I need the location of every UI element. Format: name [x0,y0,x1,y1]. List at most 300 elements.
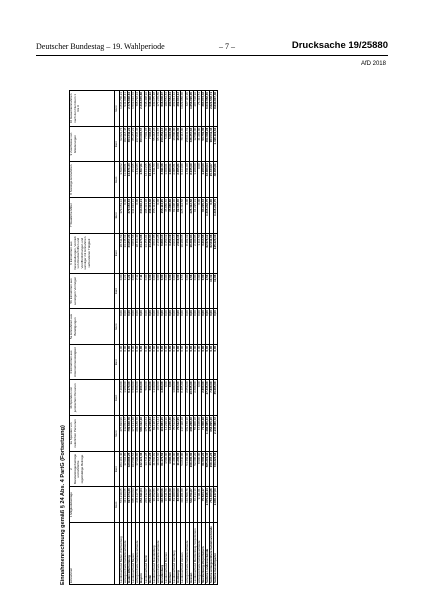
table-cell: 96.152,86 [152,487,156,523]
table-cell: 6.684,13 [160,233,164,273]
table-cell: 0,00 [160,309,164,345]
table-cell: 8.102,19 [185,233,189,273]
table-cell: 3.150,19 [165,233,169,273]
table-cell: 2.050,00 [185,380,189,416]
table-cell: 61.179,59 [160,451,164,487]
row-label: Summe untergeordnete Gebietsverbände [210,523,214,585]
row-label: Bremen [169,523,173,585]
unit-cell: Euro [115,126,120,162]
table-cell: 0,00 [177,309,181,345]
table-cell: 616.946,07 [160,91,164,127]
column-header: 10 Gesamteinnahmen nach den Nummern 1 bis 9 [70,91,115,127]
table-cell: 2.830.147,00 [214,487,218,523]
table-cell: 0,00 [197,344,201,380]
table-cell: 3.811,56 [152,162,156,198]
table-cell: 0,00 [128,309,132,345]
column-header: 6 Einnahmen aus Veranstaltungen, Vertrieb von Druckschriften und Veröffentlichungen und sonstiger mit Einnahmen verbundener Tätigkeit [70,233,115,273]
table-body [120,91,218,585]
table-cell: 41.201,00 [197,126,201,162]
table-cell: 1.836.700,23 [120,91,124,127]
table-cell: 0,00 [177,273,181,309]
row-label: Landesverband Mecklenburg-Vorpommern [193,523,197,585]
table-cell: 0,00 [156,309,160,345]
row-label: untergeordnete Gebietsverbände [136,523,140,585]
table-cell: 13.145,64 [124,233,128,273]
unit-cell: Euro [115,91,120,127]
page-header [36,40,388,54]
table-cell: 917.374,30 [128,487,132,523]
table-cell: 83.300,90 [173,487,177,523]
table-cell: 203.432,97 [148,487,152,523]
table-cell: 82.138,71 [152,416,156,452]
table-cell: 11.200,00 [173,451,177,487]
table-cell: 225.412,58 [189,198,193,234]
table-cell: 82.108,30 [177,198,181,234]
table-cell: 10.380,65 [181,233,185,273]
table-cell: 538.408,92 [148,91,152,127]
document-number-value: 25880 [361,40,388,51]
table-cell: 132.500,79 [185,487,189,523]
table-cell: 2,56 [205,273,209,309]
table-cell: 247.117,71 [136,487,140,523]
column-header: 4 Einnahmen aus Unternehmenstätigkeit [70,344,115,380]
table-cell: 334.916,21 [140,198,144,234]
table-cell: 1.114,50 [197,233,201,273]
table-cell: 0,00 [144,273,148,309]
unit-cell: Euro [115,309,120,345]
table-cell: 439.675,18 [152,91,156,127]
table-cell: 2.811,00 [185,162,189,198]
table-cell: 0,00 [185,309,189,345]
column-header: 7 Staatliche Mittel [70,198,115,234]
table-cell: 13.456,04 [144,233,148,273]
table-cell: 41.560,99 [152,451,156,487]
table-cell: 0,00 [136,344,140,380]
unit-cell: Euro [115,233,120,273]
page-number: – 7 – [219,42,235,51]
table-cell: 379.153,34 [128,198,132,234]
table-cell: 1.488.085,43 [205,416,209,452]
table-cell: 155.114,95 [152,198,156,234]
row-label: Brandenburg [160,523,164,585]
table-cell: 0,00 [165,344,169,380]
table-cell: 1.519.916,72 [132,91,136,127]
table-cell: 169.150,38 [185,416,189,452]
table-cell: 0,00 [136,198,140,234]
table-cell: 500,00 [144,380,148,416]
row-label: Landesverband Bayern [132,523,136,585]
column-header: 3a Spenden von natürlichen Personen [70,416,115,452]
table-cell: 964.531,34 [210,126,214,162]
table-cell: 0,00 [156,344,160,380]
table-cell: 94.225,33 [193,198,197,234]
table-cell: 2.600,00 [201,380,205,416]
table-cell: 8.900,00 [197,451,201,487]
table-cell: 6.019.058,65 [205,91,209,127]
table-cell: 44.174,98 [140,233,144,273]
row-label: Landesverband Baden-Württemberg [120,523,124,585]
table-cell: 175.226,63 [148,416,152,452]
table-cell: 500,00 [148,380,152,416]
table-cell: 2,56 [189,273,193,309]
table-cell: 16.800,00 [177,126,181,162]
table-cell: 13.456,04 [148,233,152,273]
unit-cell: Euro [115,416,120,452]
table-cell: 2.005,81 [177,162,181,198]
row-label: Summe Landesverbände [205,523,209,585]
column-header: Einnahmen [70,523,115,585]
table-cell: 76.434,51 [197,91,201,127]
table-cell: 7,11 [140,273,144,309]
table-cell: 302.318,48 [124,126,128,162]
table-cell: 35.880,66 [169,198,173,234]
table-cell: 0,00 [193,309,197,345]
table-cell: 1.160,00 [152,380,156,416]
table-cell: 11.080,81 [124,162,128,198]
column-header: 5a Einnahmen aus Beteiligungen [70,309,115,345]
table-cell: 7.503,07 [144,126,148,162]
header-rule [36,55,388,56]
table-cell: 2.916,16 [177,233,181,273]
table-cell: 0,00 [173,309,177,345]
table-cell: 0,00 [193,273,197,309]
table-cell: 1.200,00 [201,162,205,198]
table-cell: 658.995,29 [210,416,214,452]
table-cell: 158.104,25 [210,451,214,487]
table-cell: 53.840,00 [181,451,185,487]
table-cell: 2.621.548,71 [210,91,214,127]
table-cell: 36.641,59 [169,487,173,523]
table-cell: 723.323,68 [214,451,218,487]
table-cell: 2.005,81 [173,162,177,198]
table-cell: 13.744,28 [144,451,148,487]
table-cell: 10.535,00 [189,380,193,416]
table-cell: 66.413,16 [193,487,197,523]
table-cell: 62.578,12 [205,233,209,273]
table-cell: 18.482,84 [189,233,193,273]
table-cell: 0,00 [148,273,152,309]
header-left: Deutscher Bundestag – 19. Wahlperiode [36,42,165,51]
table-cell: 13.744,28 [148,451,152,487]
table-cell: 16.800,00 [173,126,177,162]
table-cell: 11.200,00 [177,451,181,487]
table-cell: 0,00 [193,344,197,380]
table-cell: 336.357,63 [189,126,193,162]
table-cell: 6.061,58 [132,233,136,273]
table-cell: 94.225,33 [201,198,205,234]
table-cell: 267.836,36 [136,126,140,162]
unit-cell: Euro [115,198,120,234]
document-number-prefix: Drucksache 19/ [291,40,362,51]
table-cell: 48.395,61 [214,162,218,198]
table-cell: 3.400,00 [136,380,140,416]
table-cell: 55.218,26 [152,126,156,162]
table-cell: 52.600,20 [193,451,197,487]
table-cell: 82.108,30 [173,198,177,234]
column-header: 9 Zuschüsse von Gliederungen [70,126,115,162]
table-cell: 2.778.608,64 [128,91,132,127]
row-label: Summe Gesamtpartei [214,523,218,585]
table-cell: 0,00 [124,309,128,345]
table-cell: 119.883,15 [160,416,164,452]
table-cell: 70.512,95 [177,416,181,452]
table-cell: 0,00 [144,344,148,380]
table-cell: 125.220,10 [214,233,218,273]
table-cell: 20.511,59 [120,233,124,273]
table-cell: 0,00 [214,309,218,345]
table-cell: 0,00 [160,273,164,309]
table-cell: 7,11 [136,273,140,309]
table-cell: 0,00 [132,309,136,345]
table-cell: 12.500,00 [193,126,197,162]
row-label: Berlin [148,523,152,585]
table-cell: 7.190,00 [120,380,124,416]
table-cell: 1.316.119,62 [214,126,218,162]
row-label: Landesverband Bremen [165,523,169,585]
table-cell: 155.114,95 [160,198,164,234]
table-cell: 0,00 [169,344,173,380]
table-cell: 8.485,00 [181,380,185,416]
table-cell: 0,00 [120,273,124,309]
table-cell: 605.493,93 [132,487,136,523]
table-cell: 1.060,01 [165,162,169,198]
table-cell: 0,00 [205,309,209,345]
unit-cell: Euro [115,380,120,416]
table-cell: 108.431,38 [148,198,152,234]
column-header: 5b Einnahmen aus sonstigem Vermögen [70,273,115,309]
table-cell: 175.226,63 [144,416,148,452]
table-cell: 0,00 [197,380,201,416]
table-cell: 232.811,77 [124,416,128,452]
table-cell: 0,00 [189,344,193,380]
row-label: Landesverband Hessen [181,523,185,585]
table-cell: 150.352,13 [160,126,164,162]
table-cell: 0,00 [197,198,201,234]
unit-cell: Euro [115,451,120,487]
table-cell: 7.503,07 [148,126,152,162]
table-cell: 0,00 [181,309,185,345]
row-label: Landesverband Brandenburg [152,523,156,585]
column-header: 2 Mandatsträgerbeiträge und ähnliche regelmäßige Beiträge [70,451,115,487]
table-cell: 203.432,97 [144,487,148,523]
table-cell: 154,95 [132,162,136,198]
table-cell: 0,00 [197,309,201,345]
table-cell: 0,00 [120,309,124,345]
table-cell: 0,00 [124,344,128,380]
table-cell: 0,00 [169,309,173,345]
table-cell: 0,00 [148,344,152,380]
table-cell: 72.008,18 [201,416,205,452]
table-cell: 0,00 [201,344,205,380]
row-label: Baden-Württemberg [128,523,132,585]
table-cell: 0,00 [124,198,128,234]
table-cell: 70.512,95 [173,416,177,452]
table-cell: 3.590,52 [120,162,124,198]
table-cell: 343.163,65 [124,487,128,523]
table-cell: 237.118,10 [181,416,185,452]
table-cell: 61.500,20 [201,451,205,487]
table-cell: 0,00 [205,344,209,380]
table-cell: 0,00 [177,344,181,380]
table-cell: 104.500,56 [132,451,136,487]
table-cell: 3,21 [124,273,128,309]
table-cell: 542.701,87 [189,487,193,523]
table-cell: 1.980,00 [124,380,128,416]
table-cell: 0,00 [156,273,160,309]
table-cell: 37.504,85 [124,451,128,487]
table-cell: 5.010,00 [169,126,173,162]
table-cell: 0,00 [210,198,214,234]
table-cell: 0,00 [185,273,189,309]
table-cell: 0,00 [210,344,214,380]
table-cell: 0,00 [152,309,156,345]
table-caption: Einnahmenrechnung gemäß § 24 Abs. 4 PartG (Fortsetzung) [60,425,66,585]
table-cell: 941.908,41 [124,91,128,127]
table-cell: 0,00 [185,198,189,234]
unit-cell: Euro [115,487,120,523]
table-cell: 1.656.996,05 [189,91,193,127]
table-cell: 0,00 [165,273,169,309]
table-cell: 852.611,64 [140,487,144,523]
table-cell: 379.153,34 [120,198,124,234]
table-cell: 10,32 [210,273,214,309]
table-cell: 1.029.880,06 [181,91,185,127]
table-cell: 0,00 [152,344,156,380]
row-label: untergeordnete Gebietsverbände [185,523,189,585]
table-cell: 95.133,87 [156,126,160,162]
table-cell: 0,00 [128,344,132,380]
table-cell: 3.150,19 [169,233,173,273]
table-cell: 6.500,00 [132,380,136,416]
table-cell: 709.638,76 [128,416,132,452]
table-cell: 0,00 [201,273,205,309]
table-cell: 177.270,89 [156,91,160,127]
table-cell: 14.671,33 [128,162,132,198]
table-cell: 0,00 [181,344,185,380]
table-cell: 377.131,48 [132,416,136,452]
table-cell: 258.041,63 [185,126,189,162]
table-cell: 0,00 [132,344,136,380]
table-cell: 0,00 [214,344,218,380]
table-cell: 35.880,66 [165,198,169,234]
table-cell: 0,00 [165,380,169,416]
table-cell: 351.588,28 [205,126,209,162]
table-cell: 142.121,36 [140,451,144,487]
table-cell: 14.230,39 [165,416,169,452]
table-cell: 269.844,12 [173,91,177,127]
table-cell: 27.435,00 [205,380,209,416]
table-cell: 16.108,00 [197,416,201,452]
table-cell: 0,00 [156,198,160,234]
table-cell: 0,00 [152,273,156,309]
table-cell: 108.431,38 [144,198,148,234]
table-cell: 574.210,65 [120,487,124,523]
table-cell: 100.552,84 [165,91,169,127]
table-cell: 2,56 [181,273,185,309]
table-cell: 75.524,17 [201,487,205,523]
table-cell: 0,00 [210,309,214,345]
table-cell: 363.973,43 [201,91,205,127]
table-cell: 9.170,00 [128,380,132,416]
table-cell: 83.300,90 [177,487,181,523]
table-cell: 2.600,00 [193,380,197,416]
table-cell: 1.000,00 [177,380,181,416]
row-label: Hessen [189,523,193,585]
row-label: Landesverband Berlin [144,523,148,585]
table-cell: 22.407,70 [156,487,160,523]
table-cell: 9.111,01 [197,487,201,523]
table-cell: 62.641,98 [210,233,214,273]
table-cell: 2.147.080,72 [214,416,218,452]
table-cell: 0,00 [189,309,193,345]
table-cell: 0,00 [140,309,144,345]
table-cell: 476.826,99 [120,416,124,452]
table-cell: 0,00 [197,162,201,198]
table-cell: 2.318.635,66 [140,91,144,127]
table-cell: 3.811,56 [160,162,164,198]
table-cell: 203.180,70 [136,416,140,452]
table-cell: 4.580,00 [165,451,169,487]
rotated-table-wrapper [60,90,388,585]
table-cell: 4.580,00 [169,451,173,487]
table-cell: 1.000,00 [173,380,177,416]
column-header: 8 Sonstige Einnahmen [70,162,115,198]
table-cell: 16.114,55 [144,162,148,198]
table-cell: 8.640.607,36 [214,91,218,127]
row-label: untergeordnete Gebietsverbände [156,523,160,585]
table-cell: 78.316,00 [181,126,185,162]
table-cell: 0,00 [185,344,189,380]
table-cell: 9.900,00 [140,380,144,416]
table-cell: 54.460,00 [185,451,189,487]
row-label: untergeordnete Gebietsverbände [124,523,128,585]
row-label: Bayern [140,523,144,585]
unit-cell: Euro [115,344,120,380]
rotated-table [60,90,388,585]
table-cell: 0,00 [165,309,169,345]
table-cell: 108.300,00 [189,451,193,487]
table-cell: 287.538,92 [193,91,197,127]
table-cell: 798.718,94 [136,91,140,127]
table-cell: 283.193,40 [120,451,124,487]
table-cell: 3,21 [128,273,132,309]
table-cell: 15.334,67 [210,162,214,198]
table-cell: 35.065,00 [214,380,218,416]
table-cell: 580.312,18 [140,416,144,452]
table-cell: 1.415.242,75 [205,198,209,234]
table-cell: 754.300,86 [210,487,214,523]
table-cell: 538.408,92 [144,91,148,127]
table-cell: 394.342,22 [128,126,132,162]
table-cell: 1.597,81 [140,162,144,198]
table-cell: 53.701,00 [201,126,205,162]
table-cell: 0,00 [144,309,148,345]
table-cell: 0,00 [136,309,140,345]
table-cell: 2.075.846,14 [205,487,209,523]
table-cell: 0,00 [132,273,136,309]
table-cell: 0,00 [201,309,205,345]
table-cell: 0,00 [148,309,152,345]
table-cell: 353.093,57 [140,126,144,162]
table-cell: 36.641,59 [165,487,169,523]
table-cell: 2.166,28 [156,233,160,273]
table-cell: 55.900,18 [193,416,197,452]
table-cell: 0,00 [169,380,173,416]
table-cell: 0,00 [173,273,177,309]
table-cell: 565.219,43 [205,451,209,487]
table-cell: 1.360,00 [160,380,164,416]
table-cell: 225.412,58 [181,198,185,234]
